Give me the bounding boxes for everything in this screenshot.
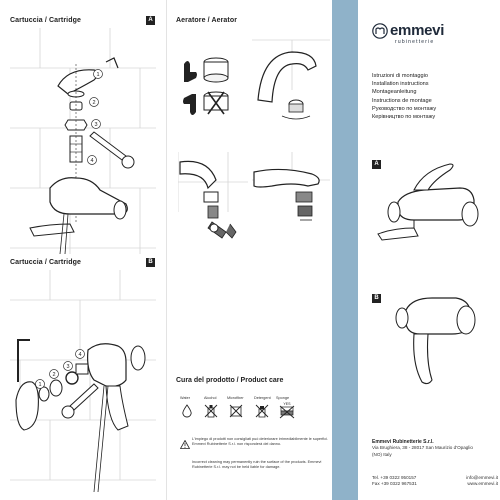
cover-color-strip <box>332 0 358 500</box>
care-label-alcohol: Alcohol <box>204 396 217 400</box>
instructions-title-ru: Руководство по монтажу <box>372 105 437 112</box>
instructions-title-en: Installation instructions <box>372 81 429 88</box>
microfiber-cloth-icon <box>229 404 243 423</box>
brand-name: emmevi <box>390 22 445 39</box>
model-b-tag: B <box>372 294 381 303</box>
section-b-title: Cartuccia / Cartridge <box>10 259 81 266</box>
step-a-4: 4 <box>90 158 94 164</box>
care-label-water: Water <box>180 396 190 400</box>
step-b-1: 1 <box>38 382 42 388</box>
company-website[interactable]: www.emmevi.it <box>467 481 498 487</box>
alcohol-bottle-icon <box>204 404 218 423</box>
instructions-title-fr: Instructions de montage <box>372 97 432 104</box>
care-label-detergent: Detergent <box>254 396 271 400</box>
company-fax: Fax +39 0322 967531 <box>372 481 417 487</box>
sponge-icon <box>279 401 295 424</box>
care-label-microfiber: Microfiber <box>227 396 244 400</box>
step-a-3: 3 <box>94 122 98 128</box>
company-address-line2: (NO) Italy <box>372 451 392 457</box>
warning-icon <box>180 436 190 454</box>
section-a-title: Cartuccia / Cartridge <box>10 17 81 24</box>
aerator-spout-illustration <box>252 30 330 130</box>
step-b-2: 2 <box>52 372 56 378</box>
detergent-bottle-icon <box>255 404 269 423</box>
instructions-title-it: Istruzioni di montaggio <box>372 73 428 79</box>
care-note-italian: L'impiego di prodotti non consigliati può deteriorare irrimediabilmente le superfici. Emmevi Rubinetterie S.r.l. non risponderà del danno. <box>192 437 329 447</box>
model-a-tag: A <box>372 160 381 169</box>
company-phone: Tel. +39 0322 950157 <box>372 475 417 480</box>
step-b-4: 4 <box>78 352 82 358</box>
company-address-line1: Via Brughiera, 38 - 28017 San Maurizio d'Opaglio <box>372 445 473 451</box>
step-a-2: 2 <box>92 100 96 106</box>
instructions-title-de: Montageanleitung <box>372 89 417 96</box>
model-a-illustration <box>374 150 496 250</box>
water-drop-icon <box>181 404 193 423</box>
step-a-1: 1 <box>96 72 100 78</box>
left-column <box>0 0 166 500</box>
product-care-title: Cura del prodotto / Product care <box>176 377 284 384</box>
company-address-block <box>372 439 498 458</box>
aerator-title: Aeratore / Aerator <box>176 17 238 24</box>
aerator-remove-illustration <box>178 152 248 248</box>
company-contacts <box>372 475 498 488</box>
model-b-illustration <box>386 286 486 396</box>
instructions-title-list <box>372 72 492 121</box>
section-a-tag: A <box>146 16 155 25</box>
cartridge-a-illustration <box>10 28 156 254</box>
section-b-tag: B <box>146 258 155 267</box>
step-b-3: 3 <box>66 364 70 370</box>
aerator-clean-illustration <box>178 44 248 122</box>
cartridge-b-illustration <box>10 270 156 492</box>
care-note-english: Incorrect cleaning may permanently ruin the surface of the products. Emmevi Rubinetterie S.r.l. may not be held liable for damage. <box>192 460 322 470</box>
instructions-title-uk: Керівництво по монтажу <box>372 114 436 121</box>
care-label-sponge: Sponge <box>276 396 290 400</box>
sponge-yes-label: YES <box>283 402 291 406</box>
aerator-install-illustration <box>252 152 330 248</box>
company-name: Emmevi Rubinetterie S.r.l. <box>372 439 434 445</box>
brand-subtitle: rubinetterie <box>395 39 435 45</box>
company-email[interactable]: info@emmevi.it <box>466 475 498 480</box>
brand-mark-icon <box>372 23 388 39</box>
